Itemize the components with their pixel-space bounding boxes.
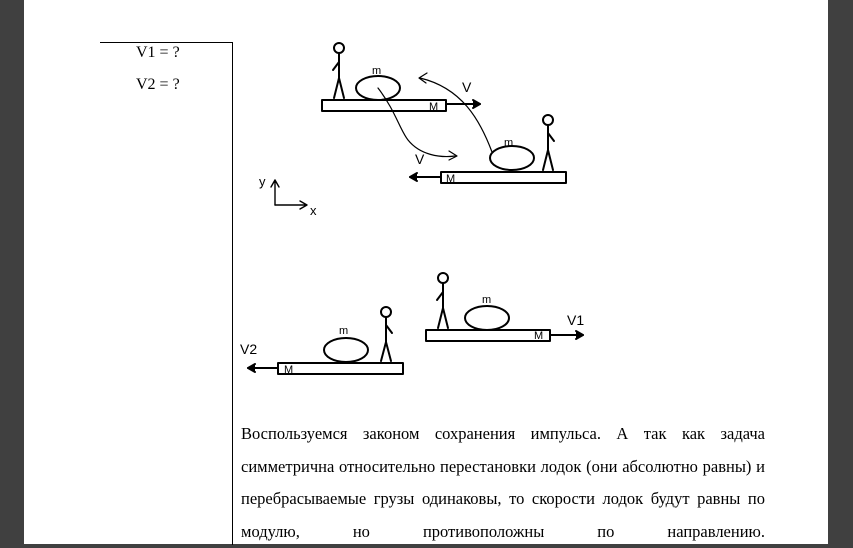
given-v1: V1 = ?	[136, 44, 180, 61]
bottom-person-right	[437, 273, 448, 328]
bottom-boat-label-right: M	[534, 330, 544, 342]
top-boat-1	[322, 100, 446, 111]
axis-x-label: x	[310, 203, 317, 218]
bottom-velocity-label-right: V1	[567, 312, 585, 328]
top-velocity-label-1: V	[462, 79, 472, 95]
bottom-mass-right	[465, 306, 509, 330]
bottom-velocity-arrow-left	[248, 364, 278, 372]
bottom-boat-right	[426, 330, 550, 341]
top-person-1	[333, 43, 344, 98]
xy-axes	[271, 180, 307, 209]
bottom-velocity-label-left: V2	[240, 341, 258, 357]
top-boat-label-2: M	[446, 173, 456, 185]
top-velocity-label-2: V	[415, 151, 425, 167]
top-person-2	[543, 115, 554, 170]
bottom-person-left	[381, 307, 392, 361]
top-velocity-arrow-1	[446, 100, 480, 108]
bottom-mass-left	[324, 338, 368, 362]
top-mass-label-2: m	[504, 137, 514, 149]
axis-y-label: y	[259, 174, 266, 189]
top-mass-2	[490, 146, 534, 170]
top-boat-2	[441, 172, 566, 183]
bottom-mass-label-right: m	[482, 294, 492, 306]
solution-paragraph: Воспользуемся законом сохранения импульса. А так как задача симметрична относительно перестановки лодок (они абсолютно равны) и перебрасываемые грузы одинаковы, то скорости лодок будут равны по модулю, но противоположны по направлению.	[241, 424, 765, 541]
bottom-velocity-arrow-right	[550, 331, 583, 339]
top-mass-label-1: m	[372, 65, 382, 77]
top-velocity-arrow-2	[410, 173, 441, 181]
bottom-boat-left	[278, 363, 403, 374]
bottom-boat-label-left: M	[284, 364, 294, 376]
bottom-mass-label-left: m	[339, 325, 349, 337]
given-v2: V2 = ?	[136, 76, 180, 93]
top-boat-label-1: M	[429, 101, 439, 113]
